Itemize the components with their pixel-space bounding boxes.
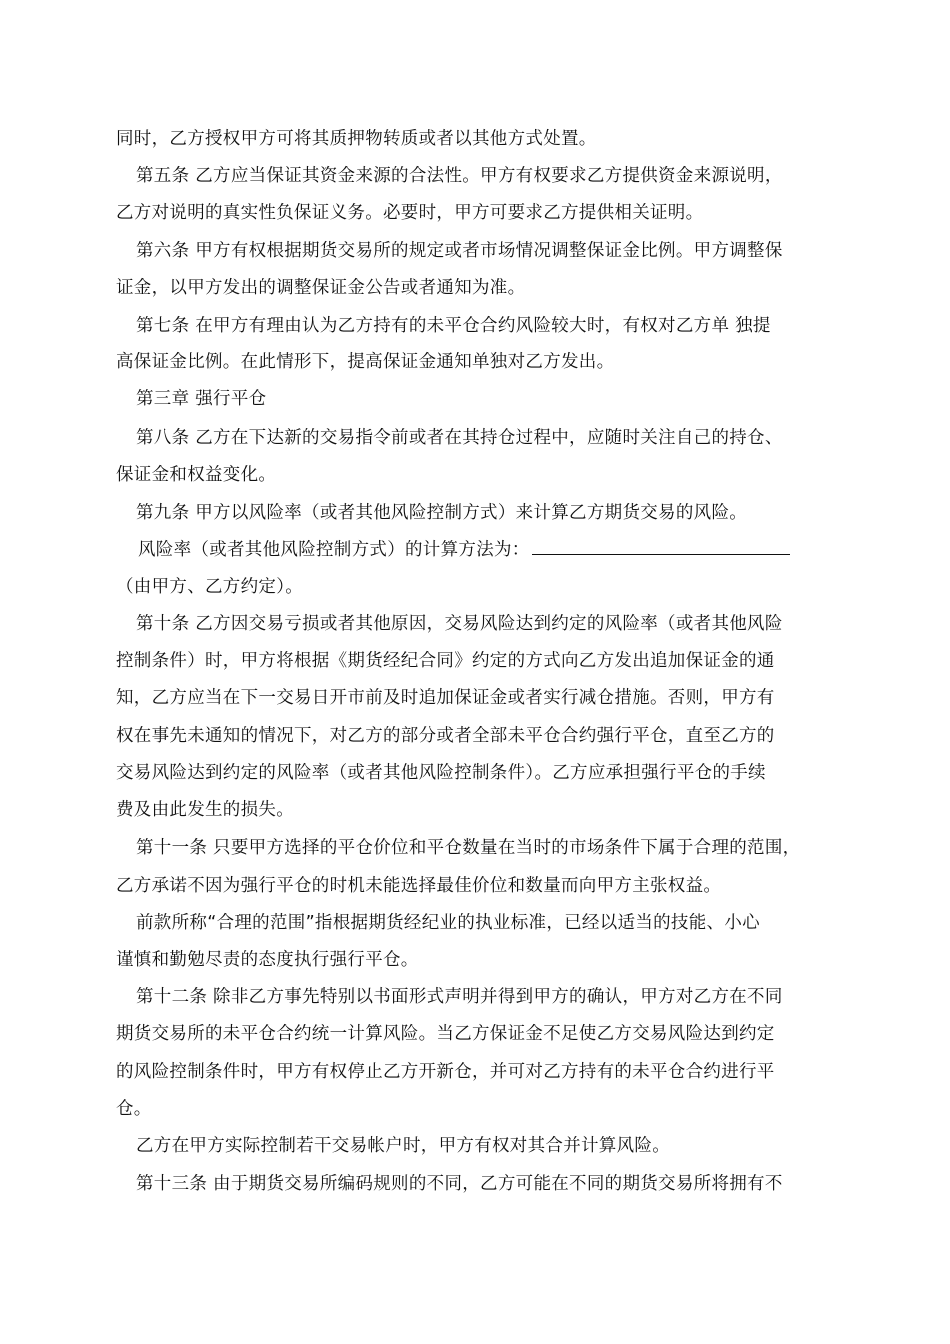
fill-in-blank[interactable]	[532, 538, 790, 555]
article-5-line: 第五条 乙方应当保证其资金来源的合法性。甲方有权要求乙方提供资金来源说明，	[136, 166, 783, 186]
text-line: 乙方对说明的真实性负保证义务。必要时，甲方可要求乙方提供相关证明。	[116, 203, 704, 223]
text-line: 权在事先未通知的情况下，对乙方的部分或者全部未平仓合约强行平仓，直至乙方的	[116, 726, 775, 746]
article-7-line: 第七条 在甲方有理由认为乙方持有的未平仓合约风险较大时，有权对乙方单 独提	[136, 316, 771, 336]
text-line: 谨慎和勤勉尽责的态度执行强行平仓。	[116, 950, 419, 970]
article-6-line: 第六条 甲方有权根据期货交易所的规定或者市场情况调整保证金比例。甲方调整保	[136, 241, 783, 261]
article-11-line: 第十一条 只要甲方选择的平仓价位和平仓数量在当时的市场条件下属于合理的范围，	[136, 838, 801, 858]
text-line: 保证金和权益变化。	[116, 465, 277, 485]
text-line: 乙方承诺不因为强行平仓的时机未能选择最佳价位和数量而向甲方主张权益。	[116, 876, 722, 896]
text-line: 风险率（或者其他风险控制方式）的计算方法为：	[138, 540, 530, 560]
risk-formula-line	[138, 538, 790, 562]
text-line: 控制条件）时，甲方将根据《期货经纪合同》约定的方式向乙方发出追加保证金的通	[116, 651, 775, 671]
article-9-line: 第九条 甲方以风险率（或者其他风险控制方式）来计算乙方期货交易的风险。	[136, 503, 748, 523]
article-8-line: 第八条 乙方在下达新的交易指令前或者在其持仓过程中，应随时关注自己的持仓、	[136, 428, 783, 448]
chapter-3-heading: 第三章 强行平仓	[136, 389, 267, 409]
text-line: 前款所称“合理的范围”指根据期货经纪业的执业标准，已经以适当的技能、小心	[136, 913, 760, 933]
text-line: 高保证金比例。在此情形下，提高保证金通知单独对乙方发出。	[116, 352, 615, 372]
article-12-line: 第十二条 除非乙方事先特别以书面形式声明并得到甲方的确认，甲方对乙方在不同	[136, 987, 783, 1007]
article-13-line: 第十三条 由于期货交易所编码规则的不同，乙方可能在不同的期货交易所将拥有不	[136, 1174, 783, 1194]
text-line: 交易风险达到约定的风险率（或者其他风险控制条件）。乙方应承担强行平仓的手续	[116, 763, 766, 783]
text-line: 费及由此发生的损失。	[116, 800, 294, 820]
text-line: 乙方在甲方实际控制若干交易帐户时，甲方有权对其合并计算风险。	[136, 1136, 670, 1156]
article-10-line: 第十条 乙方因交易亏损或者其他原因，交易风险达到约定的风险率（或者其他风险	[136, 614, 783, 634]
text-line: 证金，以甲方发出的调整保证金公告或者通知为准。	[116, 278, 526, 298]
text-line: 知，乙方应当在下一交易日开市前及时追加保证金或者实行减仓措施。否则，甲方有	[116, 688, 775, 708]
text-line: 同时，乙方授权甲方可将其质押物转质或者以其他方式处置。	[116, 129, 597, 149]
text-line: 的风险控制条件时，甲方有权停止乙方开新仓，并可对乙方持有的未平仓合约进行平	[116, 1062, 775, 1082]
text-line: 期货交易所的未平仓合约统一计算风险。当乙方保证金不足使乙方交易风险达到约定	[116, 1024, 775, 1044]
text-line: 仓。	[116, 1099, 152, 1119]
text-line: （由甲方、乙方约定）。	[116, 577, 304, 597]
